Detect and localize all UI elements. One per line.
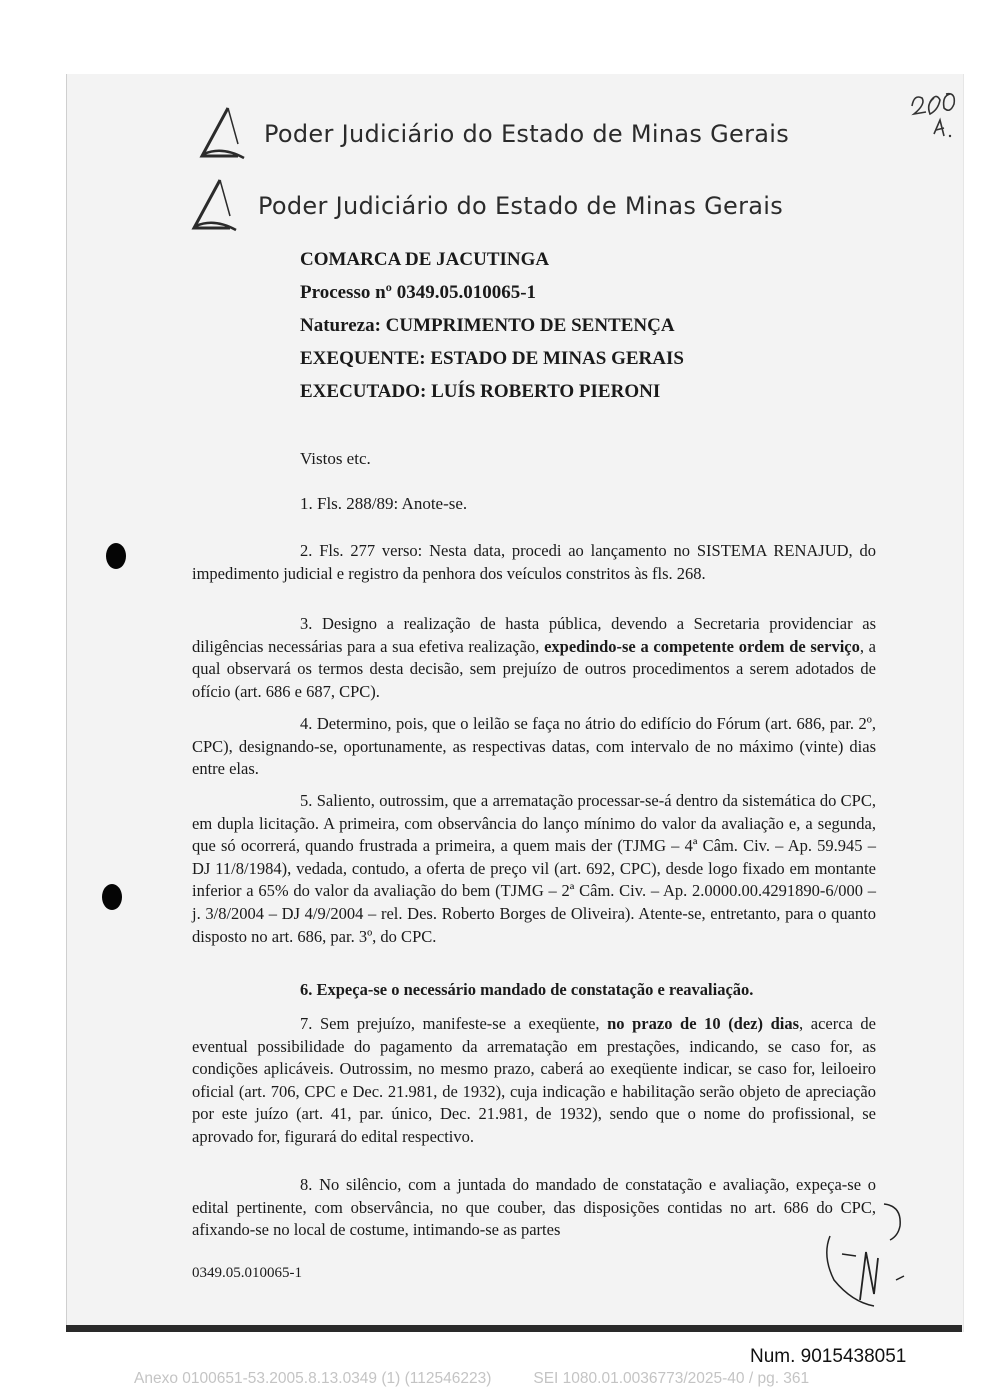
sei-stamp: SEI 1080.01.0036773/2025-40 / pg. 361 xyxy=(533,1370,810,1387)
punch-hole xyxy=(102,884,122,910)
paragraph-3-text: 3. Designo a realização de hasta pública, devendo a Secretaria providenciar as diligências necessárias para a sua efetiva realização, xyxy=(192,614,876,656)
tjmg-triangle-logo-icon xyxy=(190,176,240,236)
processo-line: Processo nº 0349.05.010065-1 xyxy=(300,282,537,303)
paragraph-6: 6. Expeça-se o necessário mandado de constatação e reavaliação. xyxy=(300,980,754,999)
document-number: Num. 9015438051 xyxy=(750,1346,907,1367)
handwritten-page-mark-icon xyxy=(906,84,964,146)
paragraph-7 xyxy=(192,1013,876,1149)
scan-bottom-edge xyxy=(66,1325,962,1332)
paragraph-2: 2. Fls. 277 verso: Nesta data, procedi ao lançamento no SISTEMA RENAJUD, do impedimento judicial e registro da penhora dos veículos constritos às fls. 268. xyxy=(192,541,876,583)
executado-line: EXECUTADO: LUÍS ROBERTO PIERONI xyxy=(300,381,661,402)
paragraph-3-bold: expedindo-se a competente ordem de serviço xyxy=(544,636,860,656)
paragraph-4: 4. Determino, pois, que o leilão se faça no átrio do edifício do Fórum (art. 686, par. 2º, CPC), designando-se, oportunamente, as respectivas datas, com intervalo de no máximo (vinte) dias entre elas. xyxy=(192,714,876,779)
paragraph-5: 5. Saliento, outrossim, que a arrematação processar-se-á dentro da sistemática do CPC, em dupla licitação. A primeira, com observância do lanço mínimo do valor da avaliação e, a segunda, que só ocorrerá, quando frustrada a primeira, a quem mais der (TJMG – 4ª Câm. Civ. – Ap. 59.945 – DJ 11/8/1984), vedada, contudo, a oferta de preço vil (art. 692, CPC), desde logo fixado em montante inferior a 65% do valor da avaliação do bem (TJMG – 2ª Câm. Civ. – Ap. 2.0000.00.4291890-6/000 – j. 3/8/2004 – DJ 4/9/2004 – rel. Des. Roberto Borges de Oliveira). Atente-se, entretanto, para o quanto disposto no art. 686, par. 3º, do CPC. xyxy=(192,791,876,946)
letterhead-2 xyxy=(190,176,783,236)
paragraph-1: 1. Fls. 288/89: Anote-se. xyxy=(300,494,468,513)
case-header xyxy=(300,243,684,408)
vistos-line: Vistos etc. xyxy=(300,449,371,468)
letterhead-title: Poder Judiciário do Estado de Minas Gerais xyxy=(264,120,790,148)
paragraph-7-bold: no prazo de 10 (dez) dias xyxy=(607,1014,800,1033)
natureza-line: Natureza: CUMPRIMENTO DE SENTENÇA xyxy=(300,315,675,336)
paragraph-3-text-end: , a qual observará os termos desta decisão, sem prejuízo de outros procedimentos a serem adotados de ofício (art. 686 e 687, CPC). xyxy=(192,636,877,701)
footer-process-number: 0349.05.010065-1 xyxy=(192,1265,302,1281)
paragraph-7-text: 7. Sem prejuízo, manifeste-se a exeqüente, xyxy=(300,1014,608,1033)
comarca-line: COMARCA DE JACUTINGA xyxy=(300,249,550,270)
anexo-stamp: Anexo 0100651-53.2005.8.13.0349 (1) (112546223) xyxy=(134,1370,492,1387)
paragraph-8: 8. No silêncio, com a juntada do mandado de constatação e avaliação, expeça-se o edital pertinente, com observância, no que couber, das disposições contidas no art. 686 do CPC, afixando-se no local de costume, intimando-se as partes xyxy=(192,1175,876,1240)
letterhead-1 xyxy=(198,104,789,164)
paragraph-7-text-end: , acerca de eventual possibilidade do pagamento da arrematação em prestações, indicando, se caso for, as condições aplicáveis. Outrossim, no mesmo prazo, caberá ao exeqüente indicar, se caso for, leiloeiro oficial (art. 706, CPC e Dec. 21.981, de 1932), cuja indicação e habilitação serão objeto de apreciação por este juízo (art. 41, par. único, Dec. 21.981, de 1932), sendo que o nome do profissional, se aprovado for, figurará do edital respectivo. xyxy=(192,1014,877,1146)
punch-hole xyxy=(106,543,126,569)
tjmg-triangle-logo-icon xyxy=(198,104,248,164)
exequente-line: EXEQUENTE: ESTADO DE MINAS GERAIS xyxy=(300,348,684,369)
handwritten-signature-icon xyxy=(812,1196,916,1314)
footer-stamp xyxy=(134,1370,809,1388)
paragraph-3 xyxy=(192,613,876,703)
letterhead-title: Poder Judiciário do Estado de Minas Gerais xyxy=(258,192,784,220)
